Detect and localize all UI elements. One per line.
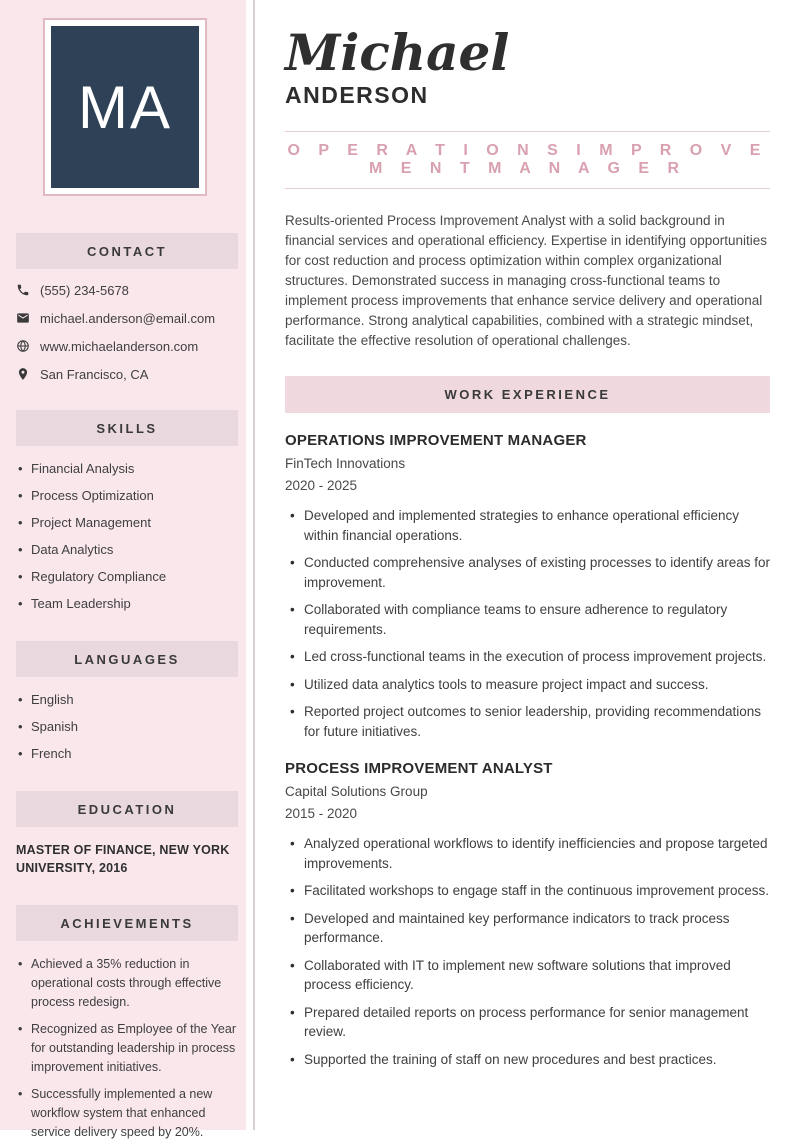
education-section <box>0 791 246 877</box>
job-dates: 2015 - 2020 <box>285 806 358 821</box>
education-degree: MASTER OF FINANCE, NEW YORK UNIVERSITY, 2016 <box>16 843 230 875</box>
job-bullet <box>290 909 770 948</box>
achievement-item <box>18 1020 236 1077</box>
job-bullet <box>290 506 770 545</box>
contact-item-email <box>16 311 236 326</box>
job-bullet-list <box>290 834 770 1069</box>
job-bullet <box>290 600 770 639</box>
language-item <box>18 691 236 709</box>
languages-list <box>18 691 236 763</box>
job-company: FinTech Innovations <box>285 456 406 471</box>
skill-item <box>18 487 236 505</box>
skill-label: Process Optimization <box>31 488 154 503</box>
skill-label: Data Analytics <box>31 542 114 557</box>
job-dates: 2020 - 2025 <box>285 478 358 493</box>
work-experience-heading: WORK EXPERIENCE <box>285 376 770 413</box>
role-title-block <box>285 131 770 189</box>
language-label: Spanish <box>31 719 78 734</box>
email-value: michael.anderson@email.com <box>40 311 216 326</box>
job-entry-2 <box>285 760 770 1069</box>
rule-bottom <box>285 188 770 189</box>
job-bullet <box>290 1003 770 1042</box>
monogram-initials: MA <box>51 26 199 188</box>
job-bullet-text: Utilized data analytics tools to measure project impact and success. <box>304 676 709 692</box>
languages-section <box>0 641 246 763</box>
skill-item <box>18 595 236 613</box>
job-entry-1 <box>285 432 770 741</box>
language-item <box>18 745 236 763</box>
job-bullet <box>290 553 770 592</box>
skill-item <box>18 541 236 559</box>
job-bullet-text: Facilitated workshops to engage staff in the continuous improvement process. <box>304 883 770 898</box>
phone-icon <box>16 283 30 297</box>
globe-icon <box>16 339 30 353</box>
job-bullet-text: Led cross-functional teams in the execution of process improvement projects. <box>304 649 767 664</box>
achievement-item <box>18 955 236 1012</box>
contact-heading: CONTACT <box>16 233 238 269</box>
contact-item-website <box>16 339 236 354</box>
main-content <box>255 0 800 1130</box>
first-name: Michael <box>285 23 510 82</box>
job-title: PROCESS IMPROVEMENT ANALYST <box>285 760 553 777</box>
skill-item <box>18 460 236 478</box>
job-bullet-text: Supported the training of staff on new procedures and best practices. <box>304 1051 717 1067</box>
job-bullet <box>290 956 770 995</box>
phone-value: (555) 234-5678 <box>40 283 129 298</box>
contact-item-phone <box>16 283 236 298</box>
job-company: Capital Solutions Group <box>285 784 428 799</box>
job-bullet-text: Collaborated with IT to implement new software solutions that improved process efficiency. <box>304 957 731 992</box>
skill-label: Regulatory Compliance <box>31 569 167 584</box>
achievement-text: Achieved a 35% reduction in operational costs through effective process redesign. <box>31 957 222 1009</box>
sidebar <box>0 0 246 1139</box>
language-label: English <box>31 692 74 707</box>
role-title: O P E R A T I O N S I M P R O V E M E N T M A N A G E R <box>287 142 768 177</box>
job-bullet-text: Reported project outcomes to senior leadership, providing recommendations for future initiatives. <box>304 704 761 739</box>
job-bullet-text: Conducted comprehensive analyses of existing processes to identify areas for improvement. <box>304 555 771 590</box>
skill-item <box>18 514 236 532</box>
job-bullet-text: Collaborated with compliance teams to ensure adherence to regulatory requirements. <box>304 602 728 637</box>
job-bullet <box>290 834 770 873</box>
website-value: www.michaelanderson.com <box>40 339 199 354</box>
languages-heading: LANGUAGES <box>16 641 238 677</box>
job-bullet-text: Developed and maintained key performance indicators to track process performance. <box>304 910 730 945</box>
email-icon <box>16 311 30 325</box>
job-title: OPERATIONS IMPROVEMENT MANAGER <box>285 432 587 449</box>
job-bullet <box>290 881 770 901</box>
avatar <box>43 18 207 196</box>
education-heading: EDUCATION <box>16 791 238 827</box>
job-bullet-text: Analyzed operational workflows to identify inefficiencies and propose targeted improvements. <box>304 836 768 871</box>
job-bullet <box>290 702 770 741</box>
job-bullet <box>290 647 770 667</box>
achievements-heading: ACHIEVEMENTS <box>16 905 238 941</box>
skill-label: Team Leadership <box>31 596 131 611</box>
professional-summary: Results-oriented Process Improvement Analyst with a solid background in financial services and operational efficiency. Expertise in identifying opportunities for cost reduction and process optimization within complex organizational structures. Demonstrated success in managing cross-functional teams to implement process improvements that enhance service delivery and operational performance. Strong analytical capabilities, combined with a strategic mindset, facilitate the effective resolution of operational challenges. <box>285 213 768 348</box>
skill-item <box>18 568 236 586</box>
job-bullet <box>290 675 770 695</box>
location-pin-icon <box>16 367 30 381</box>
skill-label: Financial Analysis <box>31 461 135 476</box>
last-name: ANDERSON <box>285 82 429 108</box>
language-item <box>18 718 236 736</box>
job-bullet-text: Developed and implemented strategies to enhance operational efficiency within financial operations. <box>304 508 740 543</box>
achievement-text: Recognized as Employee of the Year for outstanding leadership in process improvement initiatives. <box>31 1022 236 1074</box>
contact-section <box>0 233 246 382</box>
job-bullet-list <box>290 506 770 741</box>
skills-list <box>18 460 236 613</box>
skills-section <box>0 410 246 613</box>
contact-list <box>16 283 236 382</box>
achievement-item <box>18 1085 236 1142</box>
location-value: San Francisco, CA <box>40 367 149 382</box>
job-bullet <box>290 1050 770 1070</box>
job-bullet-text: Prepared detailed reports on process performance for senior management review. <box>304 1004 749 1039</box>
achievements-list <box>18 955 236 1142</box>
contact-item-location <box>16 367 236 382</box>
language-label: French <box>31 746 72 761</box>
achievement-text: Successfully implemented a new workflow system that enhanced service delivery speed by 20%. <box>31 1087 213 1139</box>
skill-label: Project Management <box>31 515 151 530</box>
skills-heading: SKILLS <box>16 410 238 446</box>
achievements-section <box>0 905 246 1142</box>
